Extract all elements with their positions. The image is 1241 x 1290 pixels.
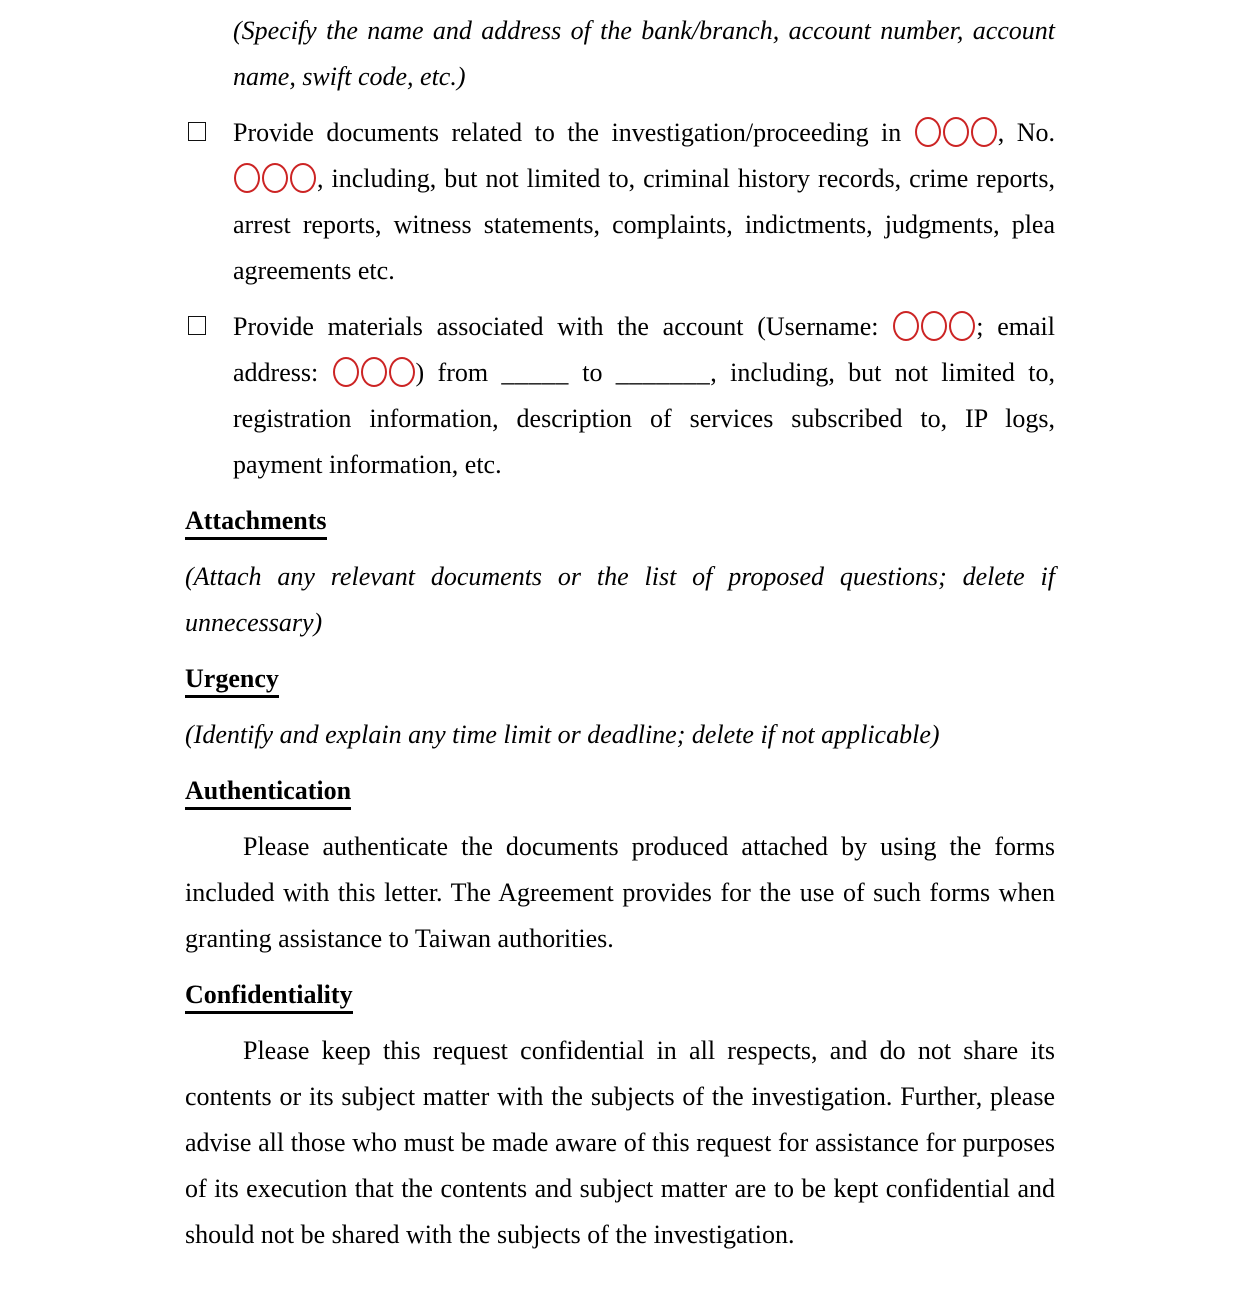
red-circle-icon [333,357,359,387]
red-circle-icon [234,163,260,193]
text-segment: (Identify and explain any time limit or deadline; delete if not applicable) [185,720,940,749]
red-circle-icon [262,163,288,193]
authentication-paragraph: Please authenticate the documents produced attached by using the forms included with this letter. The Agreement provides for the use of such forms when granting assistance to Taiwan authorities. [185,832,1055,953]
text-segment: to [568,358,616,387]
punctuation-after-circles: ) [415,358,425,387]
redaction-placeholder-circles [332,358,425,387]
text-segment: Provide materials associated with the account (Username: [233,312,893,341]
text-segment: Provide documents related to the investigation/proceeding in [233,118,914,147]
document-body [185,8,1055,1258]
red-circle-icon [361,357,387,387]
red-circle-icon [921,311,947,341]
attachments-note [185,554,1055,646]
heading-text: Confidentiality [185,980,353,1014]
section-heading-confidentiality [185,972,1055,1018]
redaction-placeholder-circles [233,164,324,193]
checkbox-unchecked[interactable] [188,316,206,335]
punctuation-after-circles: ; [976,312,984,341]
checkbox-item-text [233,304,1055,488]
red-circle-icon [893,311,919,341]
redaction-placeholder-circles [914,118,1005,147]
text-segment: (Specify the name and address of the bank/branch, account number, account name, swift code, etc.) [233,16,1055,91]
text-segment: No. [1004,118,1055,147]
punctuation-after-circles: , [997,118,1005,147]
section-heading-urgency [185,656,1055,702]
text-segment: (Attach any relevant documents or the list of proposed questions; delete if unnecessary) [185,562,1055,637]
red-circle-icon [290,163,316,193]
confidentiality-paragraph: Please keep this request confidential in all respects, and do not share its contents or its subject matter with the subjects of the investigation. Further, please advise all those who must be made aware of this request for assistance for purposes of its execution that the contents and subject matter are to be kept confidential and should not be shared with the subjects of the investigation. [185,1036,1055,1249]
section-heading-attachments [185,498,1055,544]
text-segment: from [424,358,502,387]
fill-in-blank-field[interactable]: _______ [615,358,711,387]
provide-documents-item [185,110,1055,294]
heading-text: Authentication [185,776,351,810]
checkbox-item-text [233,110,1055,294]
text-segment: including, but not limited to, criminal history records, crime reports, arrest reports, witness statements, complaints, indictments, judgments, plea agreements etc. [233,164,1055,285]
fill-in-blank-field[interactable]: _____ [501,358,569,387]
heading-text: Attachments [185,506,327,540]
bank-account-specify-note [233,8,1055,100]
punctuation-after-circles: , [317,164,324,193]
urgency-note [185,712,1055,758]
heading-text: Urgency [185,664,279,698]
redaction-placeholder-circles [892,312,983,341]
red-circle-icon [943,117,969,147]
provide-account-materials-item [185,304,1055,488]
checkbox-unchecked[interactable] [188,122,206,141]
section-heading-authentication [185,768,1055,814]
red-circle-icon [949,311,975,341]
text-segment: email address: [233,312,1055,387]
text-segment: , including, but not limited to, registration information, description of services subscribed to, IP logs, payment information, etc. [233,358,1055,479]
red-circle-icon [389,357,415,387]
red-circle-icon [915,117,941,147]
red-circle-icon [971,117,997,147]
